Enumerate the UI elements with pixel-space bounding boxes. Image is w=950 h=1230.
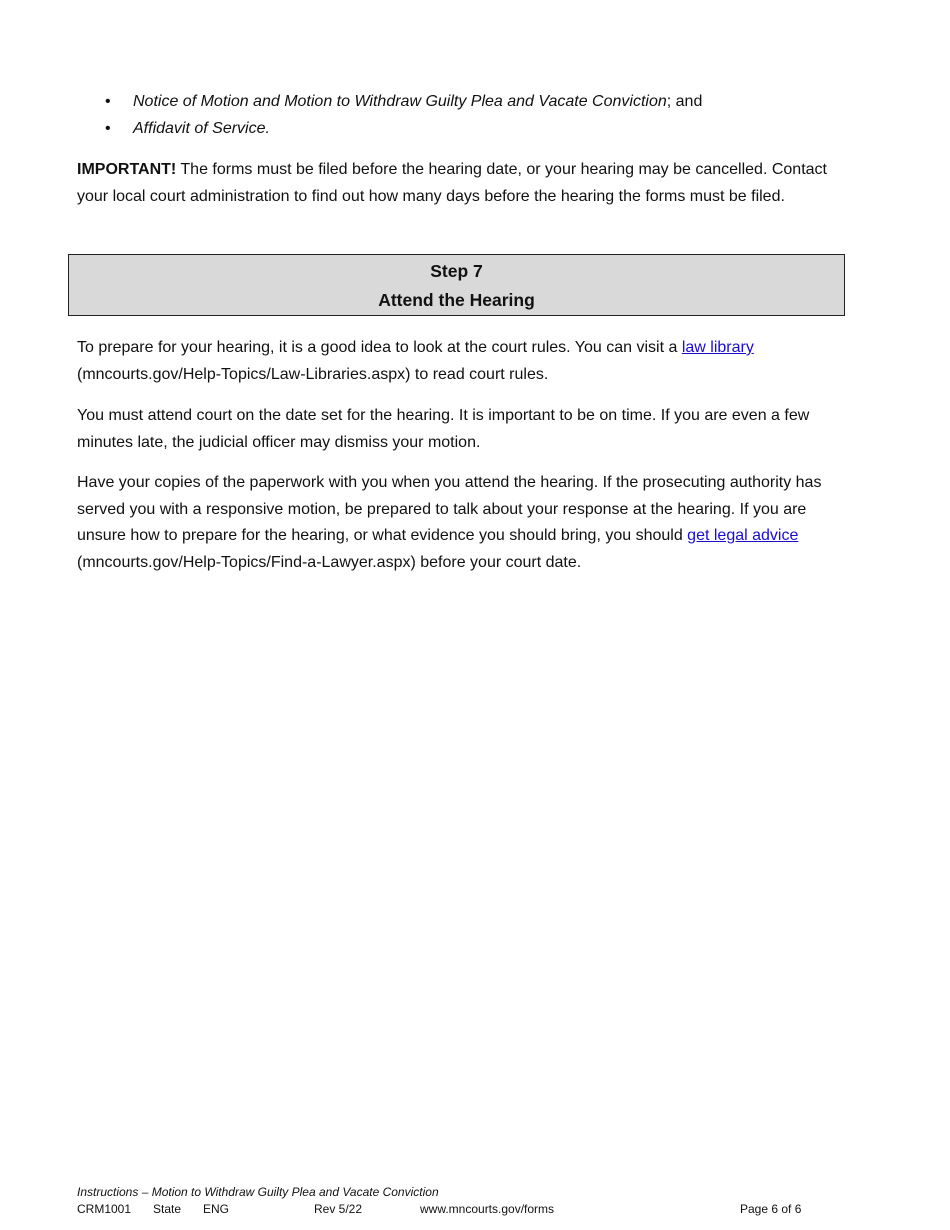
paragraph-prepare <box>77 335 847 388</box>
list-item-tail: ; and <box>666 93 703 110</box>
paragraph-text: (mncourts.gov/Help-Topics/Find-a-Lawyer.aspx) before your court date. <box>77 553 582 571</box>
paragraph-text: (mncourts.gov/Help-Topics/Law-Libraries.aspx) to read court rules. <box>77 365 549 383</box>
list-item <box>77 88 857 115</box>
important-label: IMPORTANT! <box>77 161 177 178</box>
paragraph-attend: You must attend court on the date set for the hearing. It is important to be on time. If you are even a few minutes late, the judicial officer may dismiss your motion. <box>77 407 810 451</box>
bullet-icon: • <box>105 120 111 137</box>
list-item-form-name: Affidavit of Service. <box>133 120 270 137</box>
paragraph-paperwork <box>77 470 847 576</box>
footer-info <box>77 1202 817 1218</box>
important-text: The forms must be filed before the hearing date, or your hearing may be cancelled. Contact your local court administration to find out how many days before the hearing the forms must be filed. <box>77 161 827 205</box>
footer-language: ENG <box>203 1202 230 1216</box>
footer-page-number: Page 6 of 6 <box>740 1202 802 1216</box>
step-header <box>68 254 845 316</box>
list-item-form-name: Notice of Motion and Motion to Withdraw Guilty Plea and Vacate Conviction <box>133 93 667 110</box>
paragraph-text: Have your copies of the paperwork with you when you attend the hearing. If the prosecuting authority has served you with a responsive motion, be prepared to talk about your response at the hearing. If you are unsure how to prepare for the hearing, or what evidence you should bring, you should <box>77 474 822 544</box>
paragraph-text: To prepare for your hearing, it is a good idea to look at the court rules. You can visit a <box>77 339 682 356</box>
step-number: Step 7 <box>430 261 483 281</box>
step-title: Attend the Hearing <box>378 290 535 310</box>
important-notice <box>77 157 847 210</box>
footer-jurisdiction: State <box>153 1202 182 1216</box>
list-item <box>77 115 857 142</box>
form-list <box>77 88 857 142</box>
legal-advice-link[interactable]: get legal advice <box>687 527 799 544</box>
footer-revision: Rev 5/22 <box>314 1202 363 1216</box>
footer-title: Instructions – Motion to Withdraw Guilty Plea and Vacate Conviction <box>77 1185 439 1199</box>
law-library-link[interactable]: law library <box>681 339 754 356</box>
footer-website: www.mncourts.gov/forms <box>420 1202 555 1216</box>
bullet-icon: • <box>105 93 111 110</box>
footer-form-code: CRM1001 <box>77 1202 132 1216</box>
